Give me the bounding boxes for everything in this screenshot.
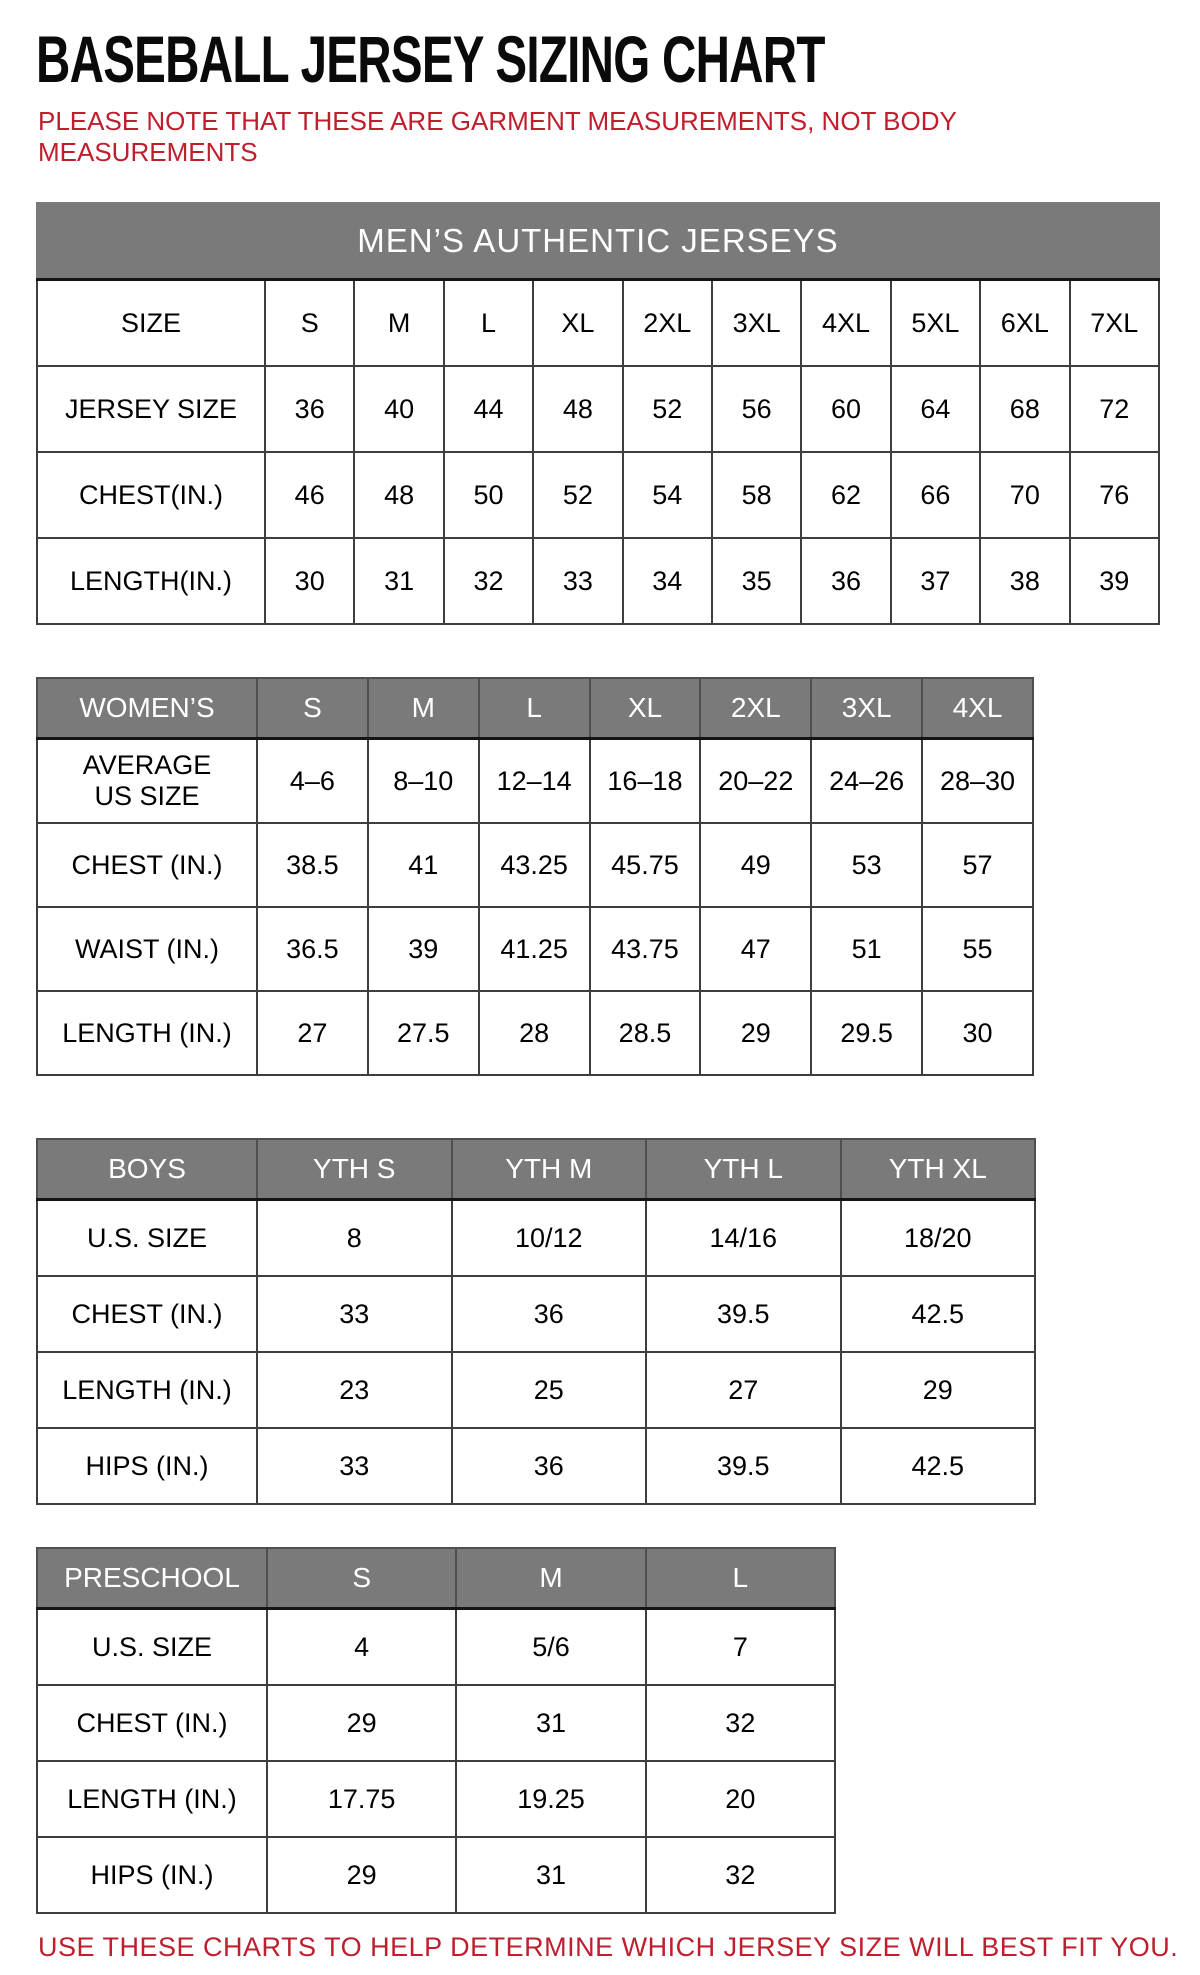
- value-cell: 31: [456, 1685, 645, 1761]
- value-cell: 36.5: [257, 907, 368, 991]
- value-cell: 18/20: [841, 1200, 1036, 1277]
- page-title: [36, 22, 1162, 96]
- table-row: [37, 1837, 835, 1913]
- value-cell: 62: [801, 452, 890, 538]
- table-banner-title: MEN’S AUTHENTIC JERSEYS: [37, 203, 1159, 280]
- value-cell: 48: [533, 366, 622, 452]
- value-cell: 3XL: [712, 280, 801, 367]
- value-cell: 57: [922, 823, 1033, 907]
- value-cell: 4: [267, 1609, 456, 1686]
- table-row: [37, 1276, 1035, 1352]
- preschool-size-table: [36, 1547, 836, 1914]
- footer-note: USE THESE CHARTS TO HELP DETERMINE WHICH JERSEY SIZE WILL BEST FIT YOU.: [38, 1932, 1179, 1963]
- value-cell: 42.5: [841, 1276, 1036, 1352]
- row-label-cell: CHEST(IN.): [37, 452, 265, 538]
- value-cell: 39: [368, 907, 479, 991]
- value-cell: 43.25: [479, 823, 590, 907]
- row-label-cell: LENGTH (IN.): [37, 1352, 257, 1428]
- womens-size-table: [36, 677, 1034, 1076]
- header-size-cell: 3XL: [811, 678, 922, 739]
- table-row: [37, 1685, 835, 1761]
- value-cell: 56: [712, 366, 801, 452]
- table-row: [37, 452, 1159, 538]
- value-cell: 34: [623, 538, 712, 624]
- value-cell: 4XL: [801, 280, 890, 367]
- table-row: [37, 1200, 1035, 1277]
- value-cell: 52: [623, 366, 712, 452]
- value-cell: 48: [354, 452, 443, 538]
- row-label-cell: CHEST (IN.): [37, 1276, 257, 1352]
- value-cell: 27: [257, 991, 368, 1075]
- value-cell: 33: [257, 1276, 452, 1352]
- value-cell: 40: [354, 366, 443, 452]
- header-size-cell: M: [456, 1548, 645, 1609]
- value-cell: 14/16: [646, 1200, 841, 1277]
- value-cell: 45.75: [590, 823, 701, 907]
- value-cell: 41.25: [479, 907, 590, 991]
- value-cell: 7XL: [1070, 280, 1159, 367]
- value-cell: 55: [922, 907, 1033, 991]
- boys-size-table: [36, 1138, 1036, 1505]
- mens-authentic-jerseys-table: [36, 202, 1162, 625]
- value-cell: 50: [444, 452, 533, 538]
- value-cell: 68: [980, 366, 1069, 452]
- table-row: [37, 1428, 1035, 1504]
- preschool-sizing-table: [36, 1547, 1162, 1914]
- header-size-cell: 4XL: [922, 678, 1033, 739]
- table-row: [37, 739, 1033, 824]
- header-size-cell: L: [479, 678, 590, 739]
- table-banner-row: [37, 203, 1159, 280]
- value-cell: 38.5: [257, 823, 368, 907]
- value-cell: 28–30: [922, 739, 1033, 824]
- header-size-cell: 2XL: [700, 678, 811, 739]
- value-cell: 30: [922, 991, 1033, 1075]
- value-cell: 76: [1070, 452, 1159, 538]
- row-label-cell: CHEST (IN.): [37, 1685, 267, 1761]
- value-cell: 39.5: [646, 1428, 841, 1504]
- row-label-cell: AVERAGE US SIZE: [37, 739, 257, 824]
- row-label-cell: WAIST (IN.): [37, 907, 257, 991]
- value-cell: 7: [646, 1609, 835, 1686]
- value-cell: 31: [456, 1837, 645, 1913]
- header-label-cell: PRESCHOOL: [37, 1548, 267, 1609]
- table-row: [37, 366, 1159, 452]
- value-cell: 39.5: [646, 1276, 841, 1352]
- value-cell: 47: [700, 907, 811, 991]
- header-label-cell: BOYS: [37, 1139, 257, 1200]
- value-cell: 37: [891, 538, 980, 624]
- value-cell: 20–22: [700, 739, 811, 824]
- value-cell: 35: [712, 538, 801, 624]
- value-cell: M: [354, 280, 443, 367]
- table-row: [37, 823, 1033, 907]
- row-label-cell: U.S. SIZE: [37, 1200, 257, 1277]
- value-cell: 6XL: [980, 280, 1069, 367]
- value-cell: 29: [267, 1685, 456, 1761]
- row-label-cell: SIZE: [37, 280, 265, 367]
- value-cell: 64: [891, 366, 980, 452]
- value-cell: 58: [712, 452, 801, 538]
- row-label-cell: LENGTH (IN.): [37, 991, 257, 1075]
- header-size-cell: S: [257, 678, 368, 739]
- mens-size-table: [36, 202, 1160, 625]
- value-cell: 36: [265, 366, 354, 452]
- value-cell: 10/12: [452, 1200, 647, 1277]
- value-cell: 2XL: [623, 280, 712, 367]
- garment-measurements-note: PLEASE NOTE THAT THESE ARE GARMENT MEASUREMENTS, NOT BODY MEASUREMENTS: [38, 106, 957, 168]
- value-cell: 32: [646, 1837, 835, 1913]
- header-size-cell: S: [267, 1548, 456, 1609]
- row-label-cell: JERSEY SIZE: [37, 366, 265, 452]
- value-cell: 20: [646, 1761, 835, 1837]
- value-cell: 70: [980, 452, 1069, 538]
- value-cell: 29.5: [811, 991, 922, 1075]
- value-cell: 19.25: [456, 1761, 645, 1837]
- value-cell: 44: [444, 366, 533, 452]
- value-cell: 8: [257, 1200, 452, 1277]
- value-cell: 36: [801, 538, 890, 624]
- value-cell: 24–26: [811, 739, 922, 824]
- row-label-cell: U.S. SIZE: [37, 1609, 267, 1686]
- table-row: [37, 991, 1033, 1075]
- value-cell: 30: [265, 538, 354, 624]
- value-cell: 16–18: [590, 739, 701, 824]
- row-label-cell: HIPS (IN.): [37, 1837, 267, 1913]
- value-cell: XL: [533, 280, 622, 367]
- header-size-cell: M: [368, 678, 479, 739]
- value-cell: 43.75: [590, 907, 701, 991]
- table-header-row: [37, 678, 1033, 739]
- table-row: [37, 1761, 835, 1837]
- value-cell: 12–14: [479, 739, 590, 824]
- value-cell: 41: [368, 823, 479, 907]
- value-cell: 5XL: [891, 280, 980, 367]
- table-row: [37, 1609, 835, 1686]
- value-cell: 27: [646, 1352, 841, 1428]
- value-cell: 5/6: [456, 1609, 645, 1686]
- value-cell: 46: [265, 452, 354, 538]
- page-title-text: BASEBALL JERSEY SIZING CHART: [36, 22, 825, 96]
- value-cell: 42.5: [841, 1428, 1036, 1504]
- header-size-cell: YTH L: [646, 1139, 841, 1200]
- value-cell: L: [444, 280, 533, 367]
- value-cell: 60: [801, 366, 890, 452]
- value-cell: 28.5: [590, 991, 701, 1075]
- header-size-cell: YTH XL: [841, 1139, 1036, 1200]
- table-row: [37, 1352, 1035, 1428]
- header-label-cell: WOMEN’S: [37, 678, 257, 739]
- value-cell: S: [265, 280, 354, 367]
- value-cell: 36: [452, 1428, 647, 1504]
- value-cell: 29: [700, 991, 811, 1075]
- womens-sizing-table: [36, 677, 1162, 1076]
- value-cell: 28: [479, 991, 590, 1075]
- value-cell: 25: [452, 1352, 647, 1428]
- value-cell: 53: [811, 823, 922, 907]
- value-cell: 33: [533, 538, 622, 624]
- value-cell: 29: [267, 1837, 456, 1913]
- value-cell: 29: [841, 1352, 1036, 1428]
- table-row: [37, 538, 1159, 624]
- header-size-cell: YTH M: [452, 1139, 647, 1200]
- value-cell: 36: [452, 1276, 647, 1352]
- value-cell: 32: [444, 538, 533, 624]
- value-cell: 52: [533, 452, 622, 538]
- value-cell: 66: [891, 452, 980, 538]
- value-cell: 39: [1070, 538, 1159, 624]
- value-cell: 54: [623, 452, 712, 538]
- value-cell: 4–6: [257, 739, 368, 824]
- table-row: [37, 907, 1033, 991]
- value-cell: 32: [646, 1685, 835, 1761]
- table-header-row: [37, 1548, 835, 1609]
- sizing-chart-page: [36, 22, 1179, 1963]
- value-cell: 27.5: [368, 991, 479, 1075]
- header-size-cell: L: [646, 1548, 835, 1609]
- row-label-cell: LENGTH (IN.): [37, 1761, 267, 1837]
- value-cell: 72: [1070, 366, 1159, 452]
- value-cell: 17.75: [267, 1761, 456, 1837]
- row-label-cell: LENGTH(IN.): [37, 538, 265, 624]
- boys-sizing-table: [36, 1138, 1162, 1505]
- table-header-row: [37, 1139, 1035, 1200]
- row-label-cell: HIPS (IN.): [37, 1428, 257, 1504]
- value-cell: 31: [354, 538, 443, 624]
- value-cell: 49: [700, 823, 811, 907]
- value-cell: 23: [257, 1352, 452, 1428]
- value-cell: 33: [257, 1428, 452, 1504]
- value-cell: 51: [811, 907, 922, 991]
- value-cell: 8–10: [368, 739, 479, 824]
- header-size-cell: XL: [590, 678, 701, 739]
- table-row: [37, 280, 1159, 367]
- row-label-cell: CHEST (IN.): [37, 823, 257, 907]
- header-size-cell: YTH S: [257, 1139, 452, 1200]
- value-cell: 38: [980, 538, 1069, 624]
